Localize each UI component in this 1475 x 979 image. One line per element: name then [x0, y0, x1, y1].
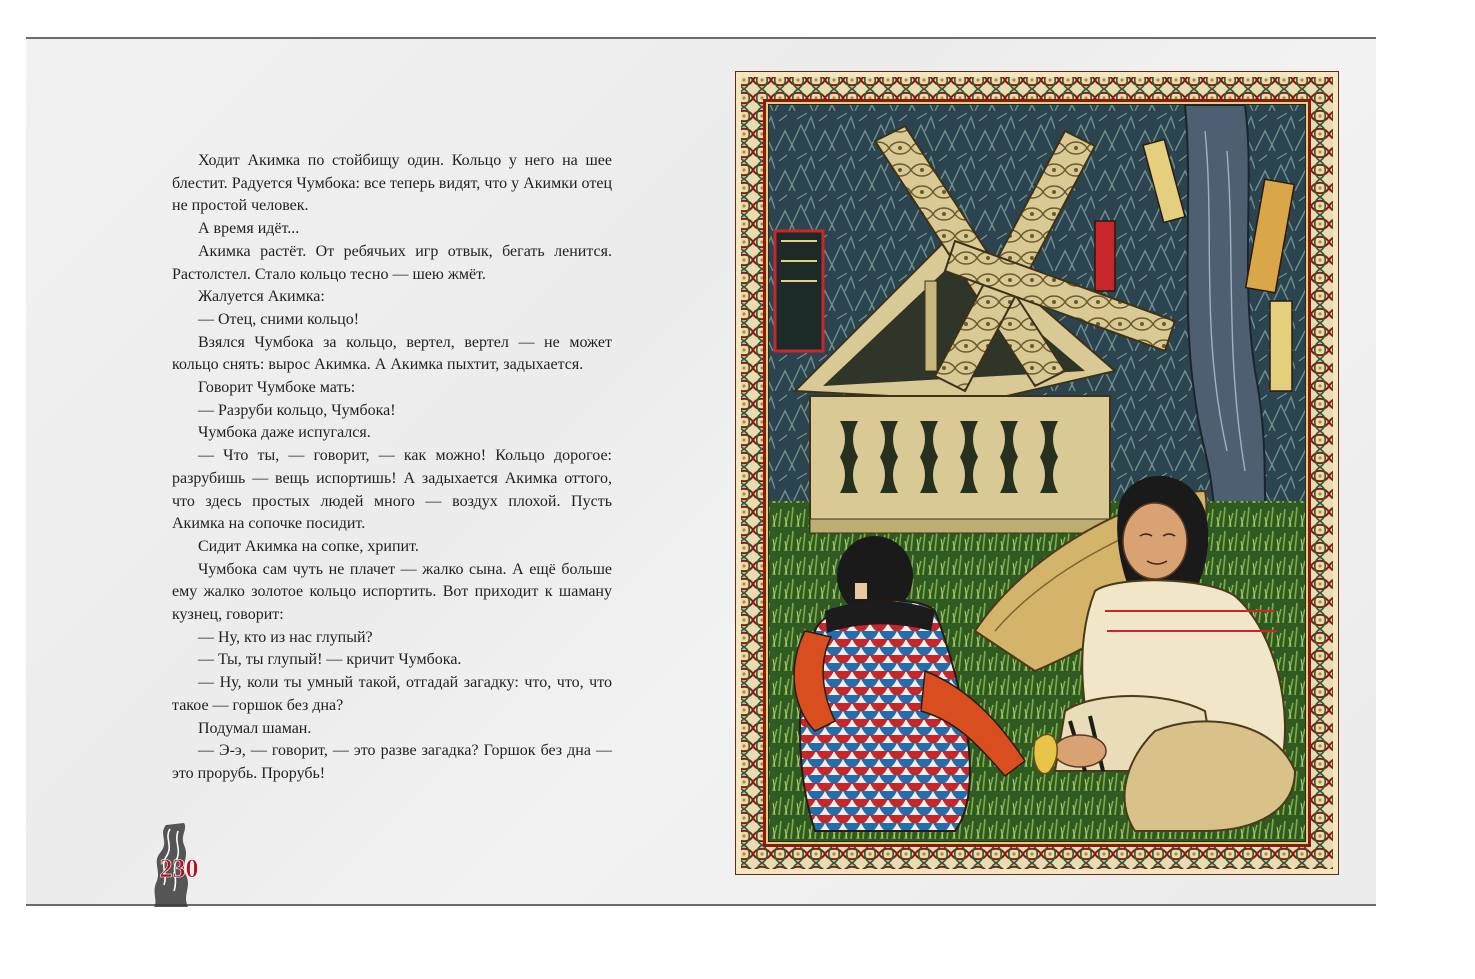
story-text [172, 150, 612, 786]
paragraph: — Ну, кто из нас глупый? [198, 628, 373, 646]
paragraph: — Ну, коли ты умный такой, отгадай загадку: что, что, что такое — горшок без дна? [172, 674, 612, 714]
story-illustration [735, 71, 1339, 875]
paragraph: — Разруби кольцо, Чумбока! [198, 401, 396, 419]
paragraph: Сидит Акимка на сопке, хрипит. [198, 537, 419, 555]
page-number-ornament [148, 821, 210, 907]
paragraph: Ходит Акимка по стойбищу один. Кольцо у него на шее блестит. Радуется Чумбока: все теперь видят, что у Акимки отец не простой человек. [172, 152, 612, 215]
paragraph: Чумбока сам чуть не плачет — жалко сына. А ещё больше ему жалко золотое кольцо испортить. Вот приходит к шаману кузнец, говорит: [172, 560, 612, 624]
paragraph: — Ты, ты глупый! — кричит Чумбока. [198, 651, 462, 669]
paragraph: — Что ты, — говорит, — как можно! Кольцо дорогое: разрубишь — вещь испортишь! А задыхается Акимка оттого, что здесь простых людей много — воздух плохой. Пусть Акимка на сопочке посидит. [172, 447, 612, 533]
page-number: 230 [159, 854, 199, 883]
book-spread [26, 37, 1376, 906]
paragraph: Чумбока даже испугался. [198, 424, 371, 442]
paragraph: Взялся Чумбока за кольцо, вертел, вертел — не может кольцо снять: вырос Акимка. А Акимка пыхтит, задыхается. [172, 333, 612, 374]
paragraph: — Э-э, — говорит, — это разве загадка? Горшок без дна — это прорубь. Прорубь! [172, 742, 612, 782]
paragraph: Жалуется Акимка: [198, 288, 325, 306]
paragraph: Подумал шаман. [198, 719, 312, 737]
paragraph: Говорит Чумбоке мать: [198, 379, 356, 397]
paragraph: Акимка растёт. От ребячьих игр отвык, бегать ленится. Растолстел. Стало кольцо тесно — шею жмёт. [172, 242, 612, 283]
left-page [26, 39, 716, 904]
paragraph: — Отец, сними кольцо! [198, 310, 360, 328]
paragraph: А время идёт... [198, 220, 300, 238]
